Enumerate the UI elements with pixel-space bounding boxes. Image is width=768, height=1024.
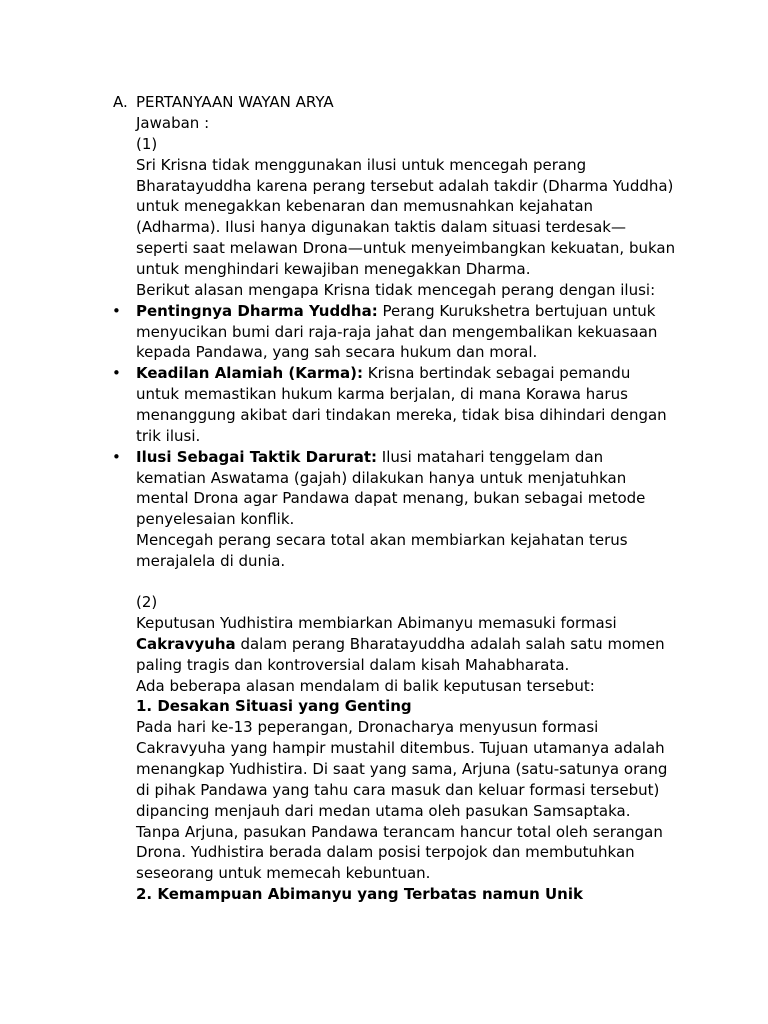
- bullet-text: Krisna bertindak sebagai pemandu: [362, 364, 631, 382]
- paragraph-line: Cakravyuha yang hampir mustahil ditembus. Tujuan utamanya adalah: [136, 739, 665, 757]
- section-title: PERTANYAAN WAYAN ARYA: [136, 93, 334, 111]
- bullet-marker: •: [112, 448, 121, 466]
- bullet-text: Ilusi matahari tenggelam dan: [377, 448, 604, 466]
- bullet-text-line: mental Drona agar Pandawa dapat menang, bukan sebagai metode: [136, 489, 646, 507]
- answer-label: Jawaban :: [136, 114, 210, 132]
- part1-intro-line: Sri Krisna tidak menggunakan ilusi untuk mencegah perang: [136, 156, 587, 174]
- part2-reasons-intro: Ada beberapa alasan mendalam di balik keputusan tersebut:: [136, 677, 595, 695]
- bullet-item-first-line: [136, 363, 630, 383]
- bullet-text: Perang Kurukshetra bertujuan untuk: [377, 302, 656, 320]
- bullet-text-line: menyucikan bumi dari raja-raja jahat dan mengembalikan kekuasaan: [136, 323, 658, 341]
- bullet-marker: •: [112, 302, 121, 320]
- part2-intro-line: Keputusan Yudhistira membiarkan Abimanyu memasuki formasi: [136, 614, 617, 632]
- bullet-text-line: trik ilusi.: [136, 427, 201, 445]
- bullet-item-first-line: [136, 447, 603, 467]
- bullet-text-line: menanggung akibat dari tindakan mereka, tidak bisa dihindari dengan: [136, 406, 667, 424]
- part2-intro-line: [136, 634, 665, 654]
- bullet-text-line: penyelesaian konflik.: [136, 510, 295, 528]
- paragraph-line: Tanpa Arjuna, pasukan Pandawa terancam hancur total oleh serangan: [136, 823, 663, 841]
- paragraph-line: seseorang untuk memecah kebuntuan.: [136, 864, 431, 882]
- bullet-term: Keadilan Alamiah (Karma):: [136, 364, 363, 382]
- bullet-text-line: kepada Pandawa, yang sah secara hukum dan moral.: [136, 343, 538, 361]
- part2-intro-line: paling tragis dan kontroversial dalam kisah Mahabharata.: [136, 656, 570, 674]
- part1-closing-line: merajalela di dunia.: [136, 552, 286, 570]
- bullet-text-line: kematian Aswatama (gajah) dilakukan hanya untuk menjatuhkan: [136, 469, 627, 487]
- bullet-term: Pentingnya Dharma Yuddha:: [136, 302, 378, 320]
- section-marker: A.: [113, 93, 128, 111]
- part1-intro-line: untuk menghindari kewajiban menegakkan Dharma.: [136, 260, 531, 278]
- part1-reasons-intro: Berikut alasan mengapa Krisna tidak mencegah perang dengan ilusi:: [136, 281, 656, 299]
- bullet-marker: •: [112, 364, 121, 382]
- bullet-item-first-line: [136, 301, 655, 321]
- part1-intro-line: (Adharma). Ilusi hanya digunakan taktis dalam situasi terdesak—: [136, 218, 626, 236]
- paragraph-line: Drona. Yudhistira berada dalam posisi terpojok dan membutuhkan: [136, 843, 635, 861]
- part1-closing-line: Mencegah perang secara total akan membiarkan kejahatan terus: [136, 531, 628, 549]
- part1-number: (1): [136, 135, 158, 153]
- bullet-text-line: untuk memastikan hukum karma berjalan, di mana Korawa harus: [136, 385, 628, 403]
- paragraph-line: menangkap Yudhistira. Di saat yang sama, Arjuna (satu-satunya orang: [136, 760, 668, 778]
- bold-term: Cakravyuha: [136, 635, 236, 653]
- part2-intro-text: dalam perang Bharatayuddha adalah salah satu momen: [235, 635, 665, 653]
- part1-intro-line: seperti saat melawan Drona—untuk menyeimbangkan kekuatan, bukan: [136, 239, 676, 257]
- paragraph-line: di pihak Pandawa yang tahu cara masuk dan keluar formasi tersebut): [136, 781, 660, 799]
- paragraph-line: dipancing menjauh dari medan utama oleh pasukan Samsaptaka.: [136, 802, 631, 820]
- bullet-term: Ilusi Sebagai Taktik Darurat:: [136, 448, 377, 466]
- part2-number: (2): [136, 593, 158, 611]
- part1-intro-line: untuk menegakkan kebenaran dan memusnahkan kejahatan: [136, 197, 594, 215]
- paragraph-line: Pada hari ke-13 peperangan, Dronacharya menyusun formasi: [136, 718, 599, 736]
- subheading-1: 1. Desakan Situasi yang Genting: [136, 697, 412, 715]
- part1-intro-line: Bharatayuddha karena perang tersebut adalah takdir (Dharma Yuddha): [136, 177, 674, 195]
- subheading-2: 2. Kemampuan Abimanyu yang Terbatas namun Unik: [136, 885, 583, 903]
